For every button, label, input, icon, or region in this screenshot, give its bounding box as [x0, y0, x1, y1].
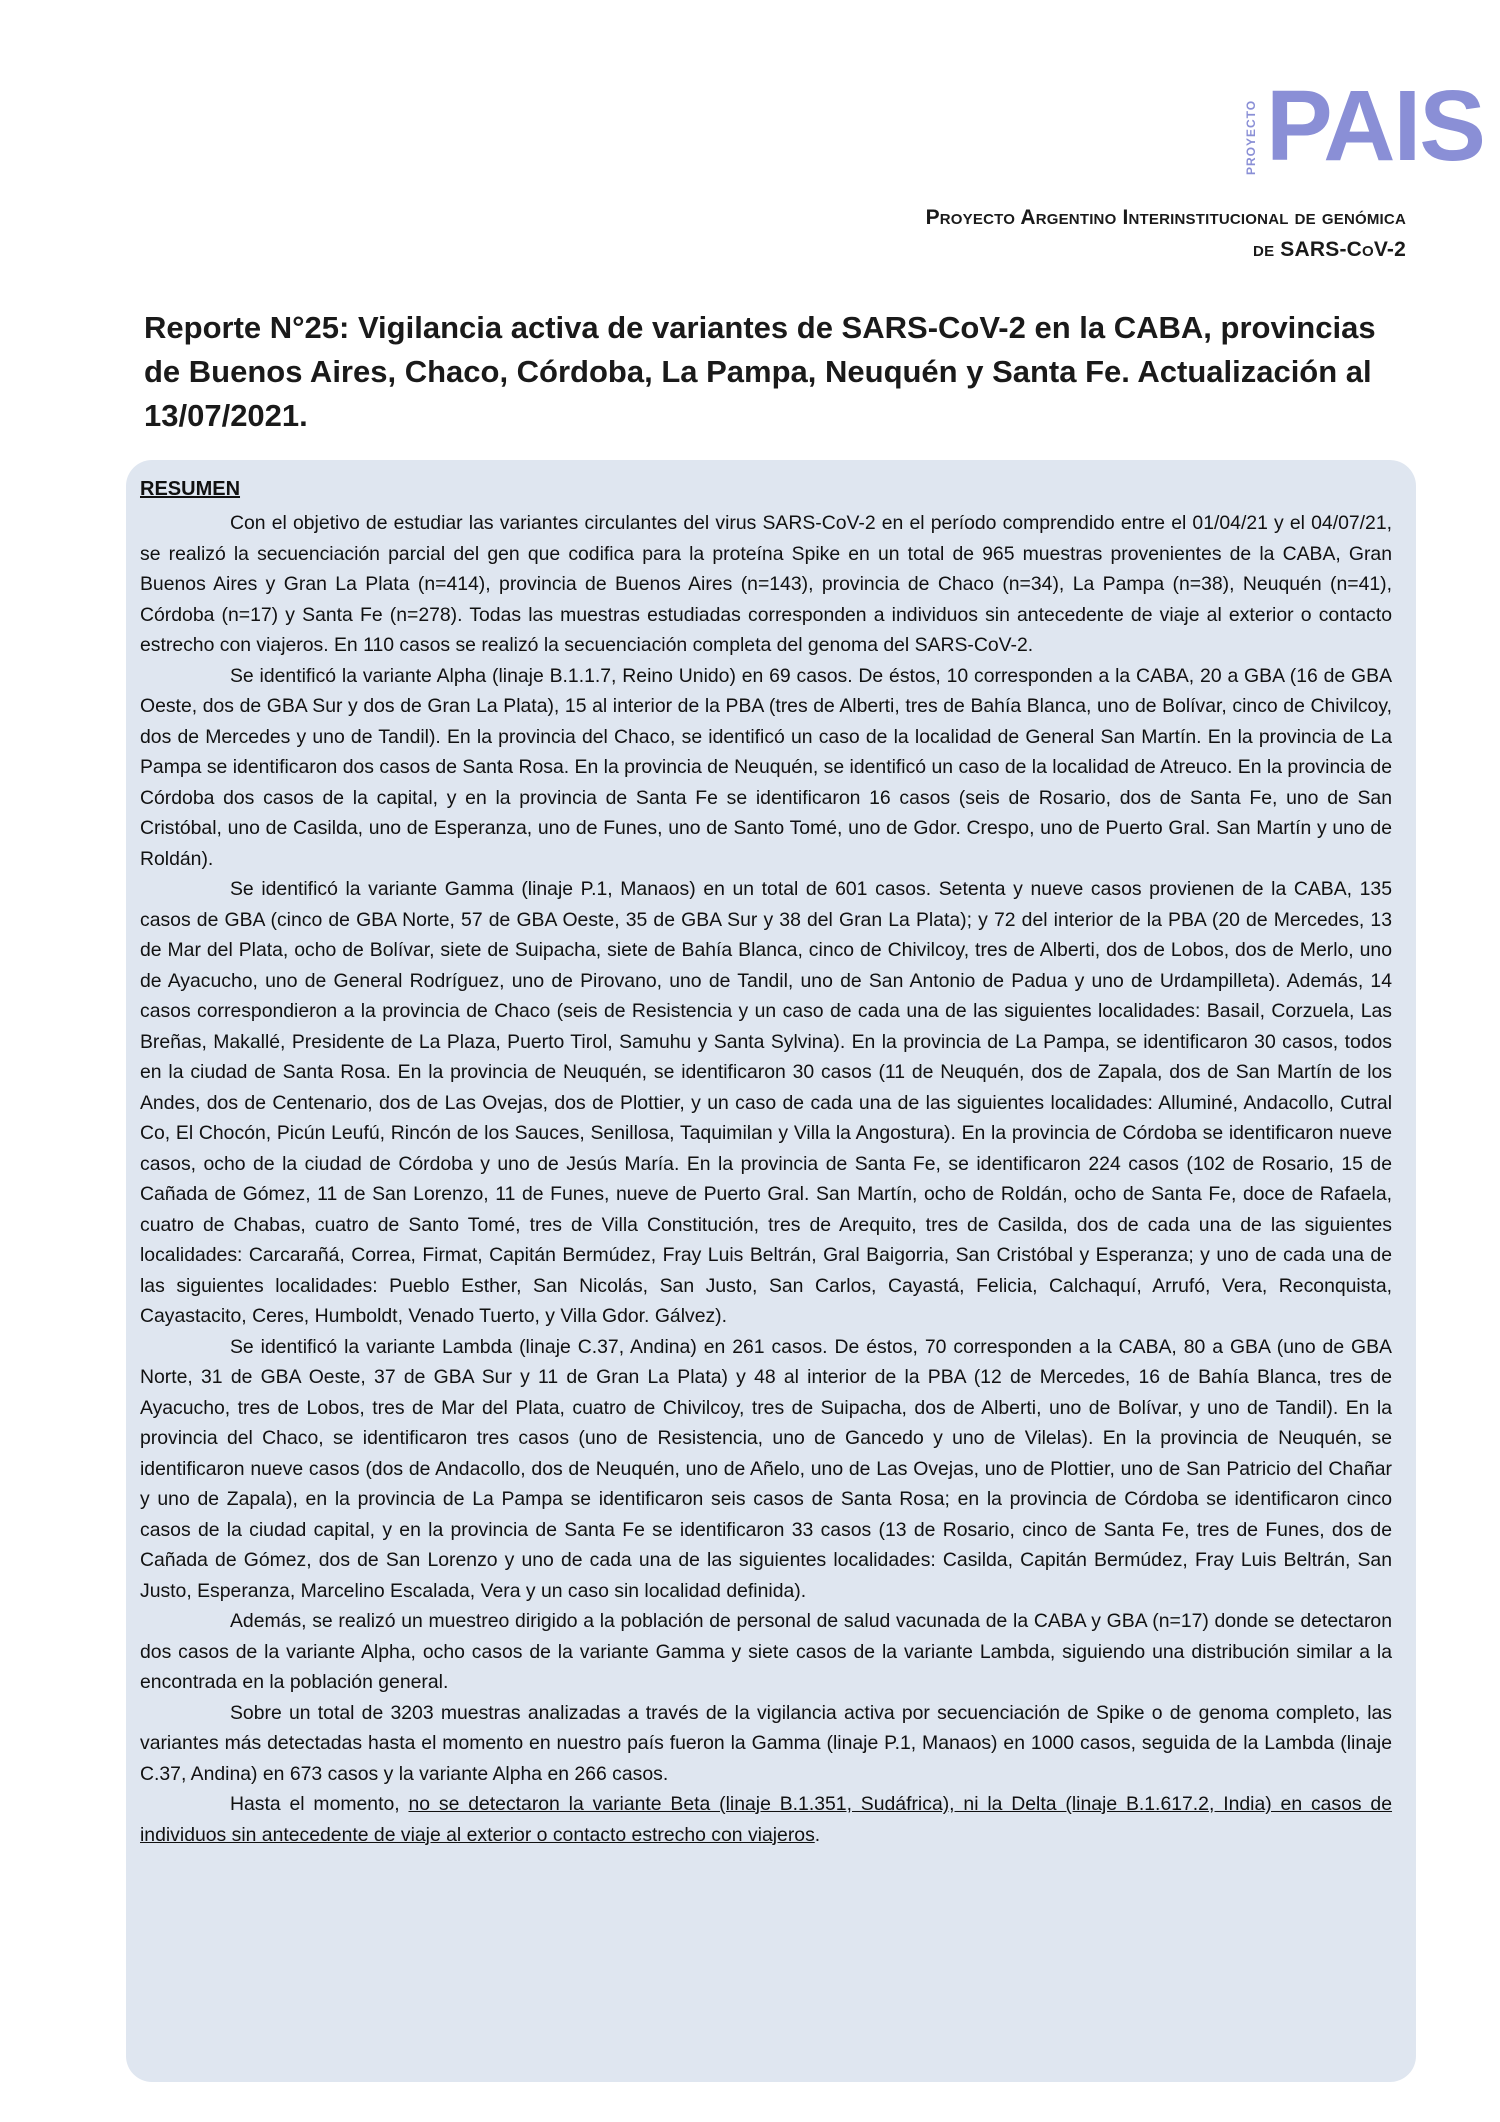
final-underlined-statement: no se detectaron la variante Beta (linaje B.1.351, Sudáfrica), ni la Delta (linaje B.1.617.2, India) en casos de individuos sin antecedente de viaje al exterior o contacto estrecho con viajeros	[140, 1793, 1393, 1846]
logo-side-text: PROYECTO	[1244, 99, 1258, 175]
final-prefix: Hasta el momento,	[230, 1793, 409, 1815]
pais-logo	[1244, 70, 1484, 182]
summary-paragraph: Sobre un total de 3203 muestras analizadas a través de la vigilancia activa por secuenciación de Spike o de genoma completo, las variantes más detectadas hasta el momento en nuestro país fueron la Gamma (linaje P.1, Manaos) en 1000 casos, seguida de la Lambda (linaje C.37, Andina) en 673 casos y la variante Alpha en 266 casos.	[140, 1701, 1392, 1785]
logo-main-text: PAIS	[1266, 70, 1484, 182]
final-suffix: .	[814, 1823, 821, 1846]
summary-heading: RESUMEN	[140, 478, 241, 500]
org-line-2: de SARS-CoV-2	[1253, 238, 1406, 261]
summary-paragraph: Se identificó la variante Alpha (linaje B.1.1.7, Reino Unido) en 69 casos. De éstos, 10 corresponden a la CABA, 20 a GBA (16 de GBA Oeste, dos de GBA Sur y dos de Gran La Plata), 15 al interior de la PBA (tres de Alberti, tres de Bahía Blanca, uno de Bolívar, cinco de Chivilcoy, dos de Mercedes y uno de Tandil). En la provincia del Chaco, se identificó un caso de la localidad de General San Martín. En la provincia de La Pampa se identificaron dos casos de Santa Rosa. En la provincia de Neuquén, se identificó un caso de la localidad de Atreuco. En la provincia de Córdoba dos casos de la capital, y en la provincia de Santa Fe se identificaron 16 casos (seis de Rosario, dos de Santa Fe, uno de San Cristóbal, uno de Casilda, uno de Esperanza, uno de Funes, uno de Santo Tomé, uno de Gdor. Crespo, uno de Puerto Gral. San Martín y uno de Roldán).	[140, 664, 1392, 870]
summary-box	[126, 460, 1416, 2082]
summary-paragraph: Se identificó la variante Gamma (linaje P.1, Manaos) en un total de 601 casos. Setenta y nueve casos provienen de la CABA, 135 casos de GBA (cinco de GBA Norte, 57 de GBA Oeste, 35 de GBA Sur y 38 del Gran La Plata); y 72 del interior de la PBA (20 de Mercedes, 13 de Mar del Plata, ocho de Bolívar, siete de Suipacha, siete de Bahía Blanca, cinco de Chivilcoy, tres de Alberti, dos de Lobos, dos de Merlo, uno de Ayacucho, uno de General Rodríguez, uno de Pirovano, uno de Tandil, uno de San Antonio de Padua y uno de Urdampilleta). Además, 14 casos correspondieron a la provincia de Chaco (seis de Resistencia y un caso de cada una de las siguientes localidades: Basail, Corzuela, Las Breñas, Makallé, Presidente de La Plaza, Puerto Tirol, Samuhu y Santa Sylvina). En la provincia de La Pampa, se identificaron 30 casos, todos en la ciudad de Santa Rosa. En la provincia de Neuquén, se identificaron 30 casos (11 de Neuquén, dos de Zapala, dos de San Martín de los Andes, dos de Centenario, dos de Las Ovejas, dos de Plottier, y un caso de cada una de las siguientes localidades: Alluminé, Andacollo, Cutral Co, El Chocón, Picún Leufú, Rincón de los Sauces, Senillosa, Taquimilan y Villa la Angostura). En la provincia de Córdoba se identificaron nueve casos, ocho de la ciudad de Córdoba y uno de Jesús María. En la provincia de Santa Fe, se identificaron 224 casos (102 de Rosario, 15 de Cañada de Gómez, 11 de San Lorenzo, 11 de Funes, nueve de Puerto Gral. San Martín, ocho de Roldán, ocho de Santa Fe, doce de Rafaela, cuatro de Chabas, cuatro de Santo Tomé, tres de Villa Constitución, tres de Arequito, tres de Casilda, dos de cada una de las siguientes localidades: Carcarañá, Correa, Firmat, Capitán Bermúdez, Fray Luis Beltrán, Gral Baigorria, San Cristóbal y Esperanza; y uno de cada una de las siguientes localidades: Pueblo Esther, San Nicolás, San Justo, San Carlos, Cayastá, Felicia, Calchaquí, Arrufó, Vera, Reconquista, Cayastacito, Ceres, Humboldt, Venado Tuerto, y Villa Gdor. Gálvez).	[140, 878, 1392, 1327]
summary-paragraph: Se identificó la variante Lambda (linaje C.37, Andina) en 261 casos. De éstos, 70 corresponden a la CABA, 80 a GBA (uno de GBA Norte, 31 de GBA Oeste, 37 de GBA Sur y 11 de Gran La Plata) y 48 al interior de la PBA (12 de Mercedes, 16 de Bahía Blanca, tres de Ayacucho, tres de Lobos, tres de Mar del Plata, cuatro de Chivilcoy, tres de Suipacha, dos de Alberti, uno de Bolívar, y uno de Tandil). En la provincia del Chaco, se identificaron tres casos (uno de Resistencia, uno de Gancedo y uno de Vilelas). En la provincia de Neuquén, se identificaron nueve casos (dos de Andacollo, dos de Neuquén, uno de Añelo, uno de Las Ovejas, uno de Plottier, uno de San Patricio del Chañar y uno de Zapala), en la provincia de La Pampa se identificaron seis casos de Santa Rosa; en la provincia de Córdoba se identificaron cinco casos de la ciudad capital, y en la provincia de Santa Fe se identificaron 33 casos (13 de Rosario, cinco de Santa Fe, tres de Funes, dos de Cañada de Gómez, dos de San Lorenzo y uno de cada una de las siguientes localidades: Casilda, Capitán Bermúdez, Fray Luis Beltrán, San Justo, Esperanza, Marcelino Escalada, Vera y un caso sin localidad definida).	[140, 1335, 1392, 1602]
summary-paragraph: Con el objetivo de estudiar las variantes circulantes del virus SARS-CoV-2 en el período comprendido entre el 01/04/21 y el 04/07/21, se realizó la secuenciación parcial del gen que codifica para la proteína Spike en un total de 965 muestras provenientes de la CABA, Gran Buenos Aires y Gran La Plata (n=414), provincia de Buenos Aires (n=143), provincia de Chaco (n=34), La Pampa (n=38), Neuquén (n=41), Córdoba (n=17) y Santa Fe (n=278). Todas las muestras estudiadas corresponden a individuos sin antecedente de viaje al exterior o contacto estrecho con viajeros. En 110 casos se realizó la secuenciación completa del genoma del SARS-CoV-2.	[140, 512, 1392, 656]
summary-paragraph: Además, se realizó un muestreo dirigido a la población de personal de salud vacunada de la CABA y GBA (n=17) donde se detectaron dos casos de la variante Alpha, ocho casos de la variante Gamma y siete casos de la variante Lambda, siguiendo una distribución similar a la encontrada en la población general.	[140, 1610, 1392, 1693]
org-line-1: Proyecto Argentino Interinstitucional de genómica	[925, 206, 1406, 229]
summary-content	[140, 474, 1392, 1850]
report-title: Reporte N°25: Vigilancia activa de variantes de SARS-CoV-2 en la CABA, provincias de Buenos Aires, Chaco, Córdoba, La Pampa, Neuquén y Santa Fe. Actualización al 13/07/2021.	[144, 310, 1376, 433]
organization-header	[506, 202, 1406, 266]
summary-paragraph-final	[140, 1789, 1392, 1850]
